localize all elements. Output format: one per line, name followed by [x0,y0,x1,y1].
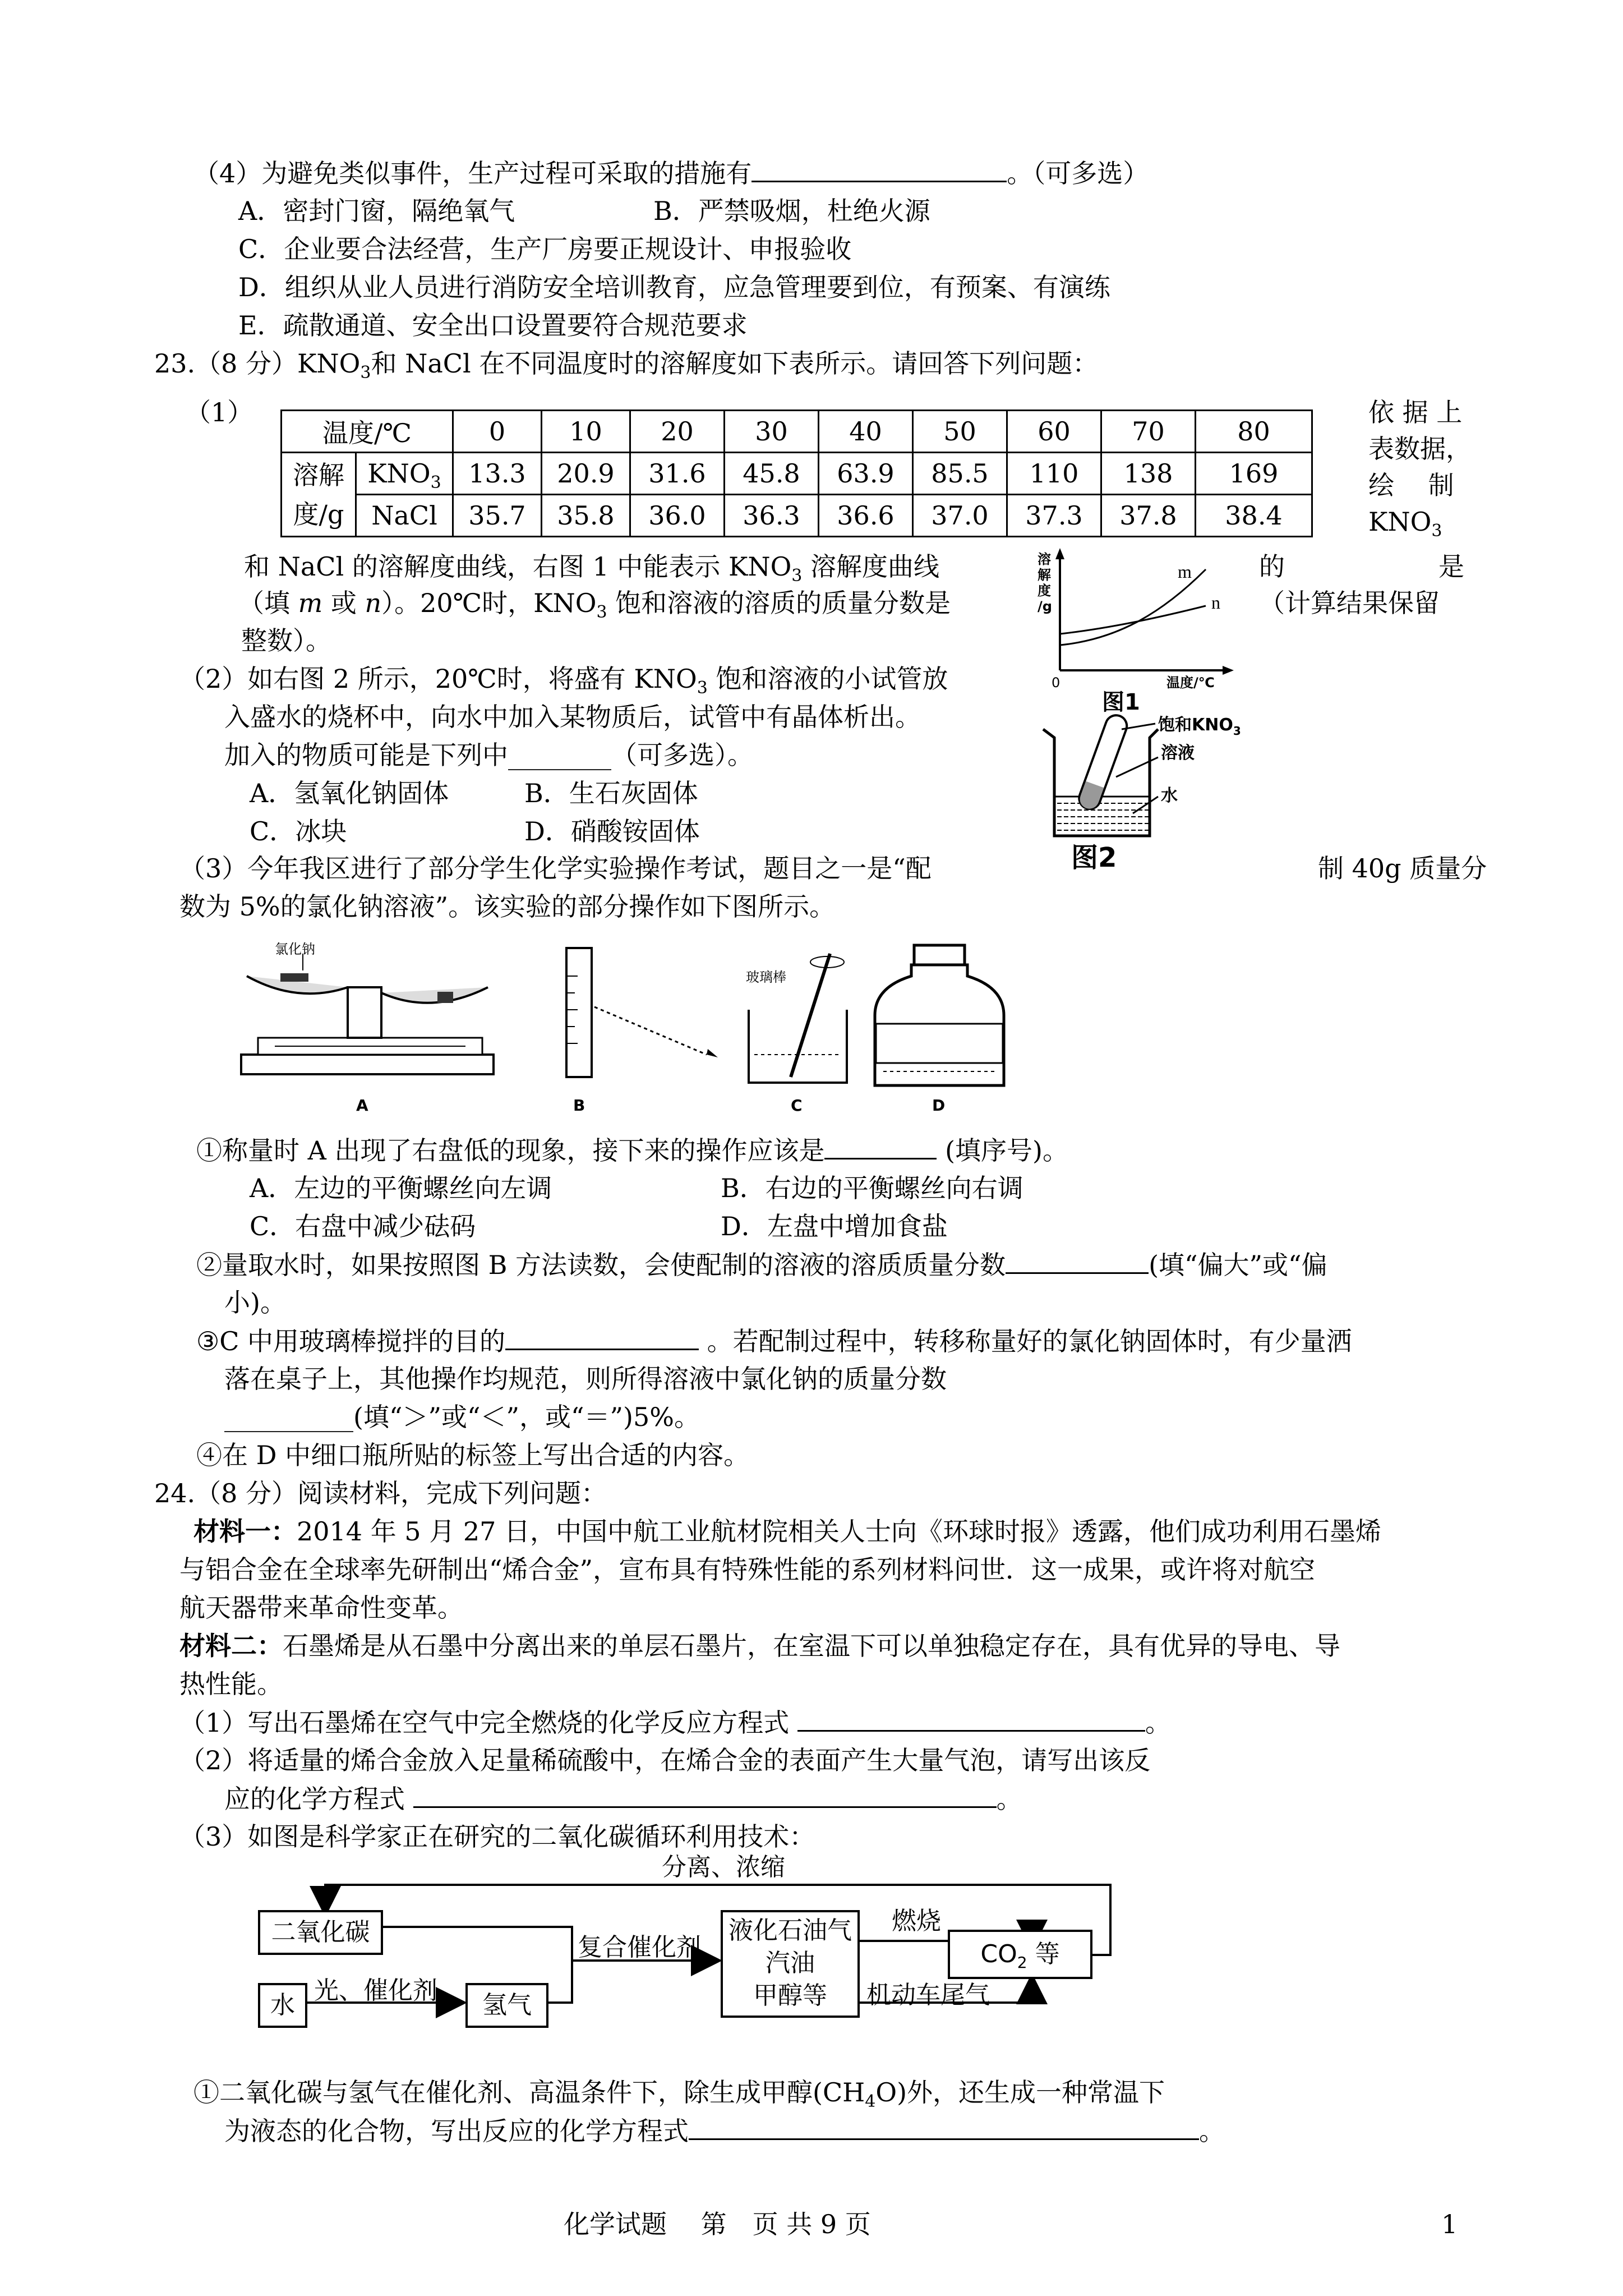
nacl-cell: 38.4 [1196,495,1312,537]
q23-part1-number: （1） [185,397,253,427]
kno3-cell: 20.9 [542,453,630,495]
q23-p3-line1: （3）今年我区进行了部分学生化学实验操作考试，题目之一是“配 [179,853,932,884]
side-text-2: 表数据， [1368,434,1472,464]
light-catalyst-label: 光、催化剂 [314,1976,437,2005]
answer-blank[interactable] [413,1782,997,1808]
option-c: C．冰块 [250,816,347,846]
q24-part1: （1）写出石墨烯在空气中完全燃烧的化学反应方程式 。 [179,1705,1171,1740]
temp-header: 温度/℃ [282,411,453,453]
svg-text:溶: 溶 [1038,551,1051,567]
curve-n-label: n [1211,592,1220,613]
q23-p2-line2: 入盛水的烧杯中，向水中加入某物质后，试管中有晶体析出。 [224,702,921,732]
separate-concentrate-label: 分离、浓缩 [662,1853,785,1881]
q23-p1-line1-c: 的 [1259,551,1285,582]
page-number: 1 [1441,2209,1458,2239]
kno3-cell: 169 [1196,453,1312,495]
q23-p1-line1: 和 NaCl 的溶解度曲线，右图 1 中能表示 $KNO_3$ 溶解度曲线 [244,551,940,586]
figure-2-caption: 图2 [1071,842,1117,873]
answer-blank[interactable] [1006,1248,1149,1274]
option-c: C．右盘中减少砝码 [250,1211,476,1241]
temp-cell: 50 [913,411,1007,453]
co2-etc-box: $CO_2$ 等 [948,1930,1092,1979]
svg-text:玻璃棒: 玻璃棒 [746,969,786,985]
fuel-box: 液化石油气 汽油 甲醇等 [721,1910,860,2018]
q24-part2: （2）将适量的烯合金放入足量稀硫酸中，在烯合金的表面产生大量气泡，请写出该反 [179,1745,1151,1775]
nacl-cell: 37.3 [1007,495,1101,537]
q23-step1: ①称量时 A 出现了右盘低的现象，接下来的操作应该是 (填序号)。 [196,1133,1068,1167]
nacl-cell: 35.8 [542,495,630,537]
nacl-cell: 37.0 [913,495,1007,537]
q24-question1-line2: 为液态的化合物，写出反应的化学方程式 。 [224,2114,1225,2148]
water-box: 水 [258,1983,307,2028]
figure-1-caption: 图1 [1102,689,1140,715]
temp-cell: 20 [630,411,725,453]
svg-text:解: 解 [1038,567,1051,583]
q23-p1-line3: 整数）。 [241,625,331,656]
q24-question1: ①二氧化碳与氢气在催化剂、高温条件下，除生成甲醇$(CH_4O)$外，还生成一种常温下 [193,2077,1165,2111]
q23-step4: ④在 D 中细口瓶所贴的标签上写出合适的内容。 [196,1440,750,1470]
q23-p3-line1-b: 制 40g 质量分 [1318,853,1487,884]
svg-text:水: 水 [1161,786,1178,806]
side-text-3: 绘 制 [1368,470,1454,500]
q24-part2-line2: 应的化学方程式 。 [224,1782,1022,1816]
kno3-cell: 85.5 [913,453,1007,495]
answer-blank[interactable] [505,1324,699,1350]
solubility-table [280,409,1313,537]
kno3-cell: 63.9 [819,453,913,495]
hydrogen-box: 氢气 [465,1983,548,2028]
option-a: A．左边的平衡螺丝向左调 [250,1173,552,1203]
kno3-cell: 31.6 [630,453,725,495]
svg-text:B: B [573,1096,585,1115]
side-text-1: 依 据 上 [1368,397,1463,427]
answer-blank[interactable] [797,1705,1145,1732]
option-a: A．氢氧化钠固体 [250,778,449,808]
temp-cell: 60 [1007,411,1101,453]
nacl-cell: 36.0 [630,495,725,537]
nacl-cell: 37.8 [1101,495,1196,537]
origin-label: 0 [1052,675,1061,691]
side-text-4: $KNO_3$ [1368,507,1442,541]
q23-p1-line1-d: 是 [1438,551,1464,582]
material-1-line2: 与铝合金在全球率先研制出“烯合金”，宣布具有特殊性能的系列材料问世．这一成果，或许将对航空 [179,1554,1316,1585]
q23-step2-line2: 小)。 [224,1287,286,1318]
option-c: C．企业要合法经营，生产厂房要正规设计、申报验收 [238,234,852,264]
kno3-label: $KNO_3$ [356,453,453,495]
q23-step3: ③C 中用玻璃棒搅拌的目的 。若配制过程中，转移称量好的氯化钠固体时，有少量洒 [196,1324,1352,1358]
option-d: D．左盘中增加食盐 [721,1211,948,1241]
nacl-cell: 36.3 [725,495,819,537]
q23-step3-line3: __________(填“＞”或“＜”，或“＝”)5%。 [224,1402,700,1432]
svg-text:度: 度 [1038,583,1051,599]
option-e: E．疏散通道、安全出口设置要符合规范要求 [238,310,748,341]
kno3-cell: 45.8 [725,453,819,495]
answer-blank[interactable] [824,1133,937,1159]
temp-cell: 70 [1101,411,1196,453]
svg-text:C: C [791,1096,803,1115]
option-b: B．严禁吸烟，杜绝火源 [653,196,930,226]
svg-text:/g: /g [1038,599,1052,614]
temp-cell: 30 [725,411,819,453]
curve-m-label: m [1178,562,1192,582]
material-1: 材料一：2014 年 5 月 27 日，中国中航工业航材院相关人士向《环球时报》透露，他们成功利用石墨烯 [193,1516,1381,1547]
material-2-line2: 热性能。 [179,1669,283,1699]
burn-label: 燃烧 [892,1907,941,1935]
q23-step3-line2: 落在桌子上，其他操作均规范，则所得溶液中氯化钠的质量分数 [224,1364,947,1394]
q23-p1-line2-d: （计算结果保留 [1259,588,1440,618]
nacl-cell: 36.6 [819,495,913,537]
svg-text:溶液: 溶液 [1161,743,1195,763]
nacl-cell: 35.7 [453,495,542,537]
option-b: B．右边的平衡螺丝向右调 [721,1173,1023,1203]
temp-cell: 0 [453,411,542,453]
material-1-line3: 航天器带来革命性变革。 [179,1593,463,1623]
balance-a [241,942,494,1115]
q23-p1-line2: （填 m 或 n）。20℃时，$KNO_3$ 饱和溶液的溶质的质量分数是 [238,588,951,622]
q23-p3-line2: 数为 5%的氯化钠溶液”。该实验的部分操作如下图所示。 [179,891,836,922]
svg-text:饱和KNO3: 饱和$KNO_3$ [1158,715,1241,738]
temp-cell: 10 [542,411,630,453]
x-axis-label: 温度/℃ [1166,675,1215,691]
composite-catalyst-label: 复合催化剂 [578,1933,701,1962]
temp-cell: 40 [819,411,913,453]
option-a: A．密封门窗，隔绝氧气 [238,196,515,226]
q23-stem: 23.（8 分）$KNO_3$和 NaCl 在不同温度时的溶解度如下表所示。请回答下列问题： [154,348,1099,383]
answer-blank[interactable] [751,156,1007,182]
temp-cell: 80 [1196,411,1312,453]
beaker-with-rod-c [746,954,847,1115]
nacl-label: NaCl [356,495,453,537]
figure-1-solubility-curves [1021,547,1245,721]
kno3-cell: 110 [1007,453,1101,495]
solubility-label: 溶解 度/g [282,453,356,537]
option-d: D．硝酸铵固体 [524,816,700,846]
reagent-bottle-d [875,945,1004,1115]
option-d: D．组织从业人员进行消防安全培训教育，应急管理要到位，有预案、有演练 [238,272,1110,302]
svg-text:氯化钠: 氯化钠 [275,942,315,957]
figure-2-beaker [1032,712,1290,875]
co2-box: 二氧化碳 [258,1910,383,1955]
q23-step2: ②量取水时，如果按照图 B 方法读数，会使配制的溶液的溶质质量分数 (填“偏大”或“偏 [196,1248,1327,1282]
q22-part4: （4）为避免类似事件，生产过程可采取的措施有 。（可多选） [193,156,1149,190]
kno3-cell: 13.3 [453,453,542,495]
footer-page-info: 化学试题 第 页 共 9 页 [564,2209,871,2239]
q24-part3: （3）如图是科学家正在研究的二氧化碳循环利用技术： [179,1821,815,1852]
material-2: 材料二：石墨烯是从石墨中分离出来的单层石墨片，在室温下可以单独稳定存在，具有优异的导电、导 [179,1631,1340,1661]
kno3-cell: 138 [1101,453,1196,495]
exhaust-label: 机动车尾气 [866,1981,990,2009]
answer-blank[interactable] [689,2114,1199,2140]
q23-p2-line3: 加入的物质可能是下列中________（可多选）。 [224,740,753,770]
svg-text:A: A [356,1096,368,1115]
svg-text:D: D [932,1096,946,1115]
option-b: B．生石灰固体 [524,778,698,808]
graduated-cylinder-b [566,948,718,1115]
q24-stem: 24.（8 分）阅读材料，完成下列问题： [154,1478,607,1508]
apparatus-figure [224,942,1066,1122]
q23-p2-line1: （2）如右图 2 所示，20℃时，将盛有 $KNO_3$ 饱和溶液的小试管放 [179,664,948,698]
